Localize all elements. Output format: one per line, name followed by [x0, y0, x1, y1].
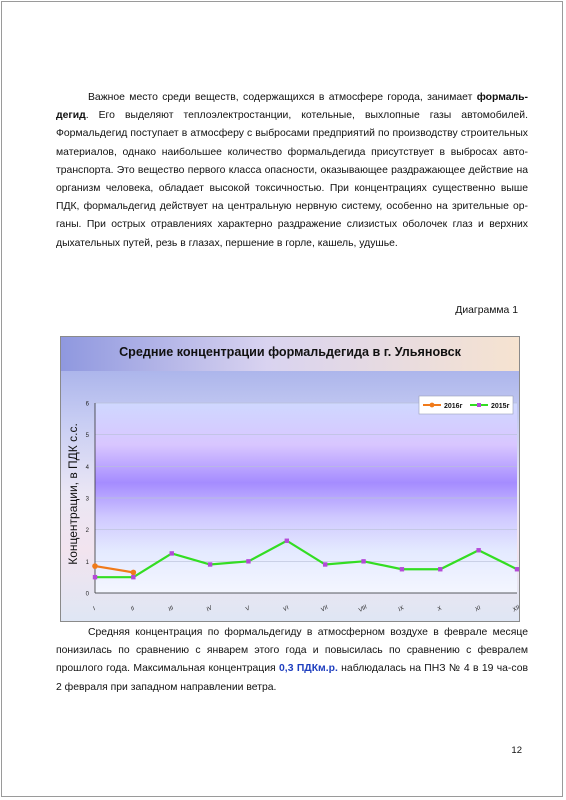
legend-marker [477, 403, 481, 407]
data-point [170, 551, 174, 555]
y-axis-label: Концентрации, в ПДК с.с. [66, 423, 80, 565]
data-point [400, 567, 404, 571]
data-point [93, 575, 97, 579]
data-point [246, 559, 250, 563]
max-concentration-value: 0,3 ПДКм.р. [279, 663, 338, 675]
x-tick-label: XI [474, 605, 483, 614]
intro-text-after: . Его выделяют теплоэлектростанции, котельные, выхлопные газы автомобилей. Формальдегид поступает в атмосферу с выбросами предприятий по производству строительных материалов, однако наибольшее количество формальдегида присутствует в выбросах авто-транспорта. Это вещество первого класса опасности, оказывающее раздражающее действие на организм человека, обладает высокой токсичностью. При концентрациях существенно выше ПДК, формальдегид действует на центральную нервную систему, особенно на зрительные ор-ганы. При острых отравлениях характерно раздражение слизистых оболочек глаз и верхних дыхательных путей, резь в глазах, першение в горле, кашель, удушье. [56, 110, 528, 249]
series-line [95, 541, 517, 577]
x-tick-label: II [129, 605, 136, 613]
y-tick-label: 4 [85, 464, 89, 471]
intro-bold-term: формаль-дегид [56, 92, 528, 122]
x-tick-label: VII [320, 604, 330, 614]
chart-svg [61, 337, 520, 622]
x-tick-label: XII [511, 604, 521, 614]
legend-marker [430, 403, 435, 408]
y-tick-label: 6 [85, 401, 89, 408]
data-point [92, 563, 98, 569]
series-line [95, 566, 133, 572]
summary-paragraph [56, 624, 528, 697]
data-point [515, 567, 519, 571]
summary-text-after: наблюдалась на ПНЗ № 4 в 19 ча-сов 2 февраля при западном направлении ветра. [56, 663, 528, 693]
chart-title: Средние концентрации формальдегида в г. Ульяновск [119, 345, 461, 359]
x-tick-label: IX [397, 605, 406, 614]
data-point [476, 548, 480, 552]
page-number: 12 [511, 745, 522, 756]
legend-label: 2016г [444, 403, 463, 410]
x-tick-label: X [436, 605, 443, 613]
data-point [323, 562, 327, 566]
data-point [438, 567, 442, 571]
y-tick-label: 1 [85, 559, 89, 566]
data-point [131, 575, 135, 579]
x-tick-label: V [244, 605, 252, 613]
intro-text-before: Важное место среди веществ, содержащихся в атмосфере города, занимает [88, 92, 477, 103]
summary-text-before: Средняя концентрация по формальдегиду в атмосферном воздухе в феврале месяце понизилась по сравнению с январем этого года и повысилась по сравнению с февралем прошлого года. Максимальная концентрация [56, 627, 528, 675]
x-tick-label: VIII [357, 604, 369, 614]
y-tick-label: 5 [85, 433, 89, 440]
y-tick-label: 3 [85, 496, 89, 503]
data-point [208, 562, 212, 566]
diagram-caption: Диаграмма 1 [455, 305, 518, 316]
x-tick-label: VI [282, 605, 291, 614]
data-point [285, 539, 289, 543]
x-tick-label: I [92, 606, 97, 613]
y-tick-label: 0 [85, 591, 89, 598]
intro-paragraph [56, 89, 528, 253]
y-tick-label: 2 [85, 528, 89, 535]
line-chart [60, 336, 520, 622]
x-tick-label: III [167, 605, 175, 613]
legend-label: 2015г [491, 403, 510, 410]
data-point [131, 570, 137, 576]
data-point [361, 559, 365, 563]
x-tick-label: IV [205, 605, 214, 614]
